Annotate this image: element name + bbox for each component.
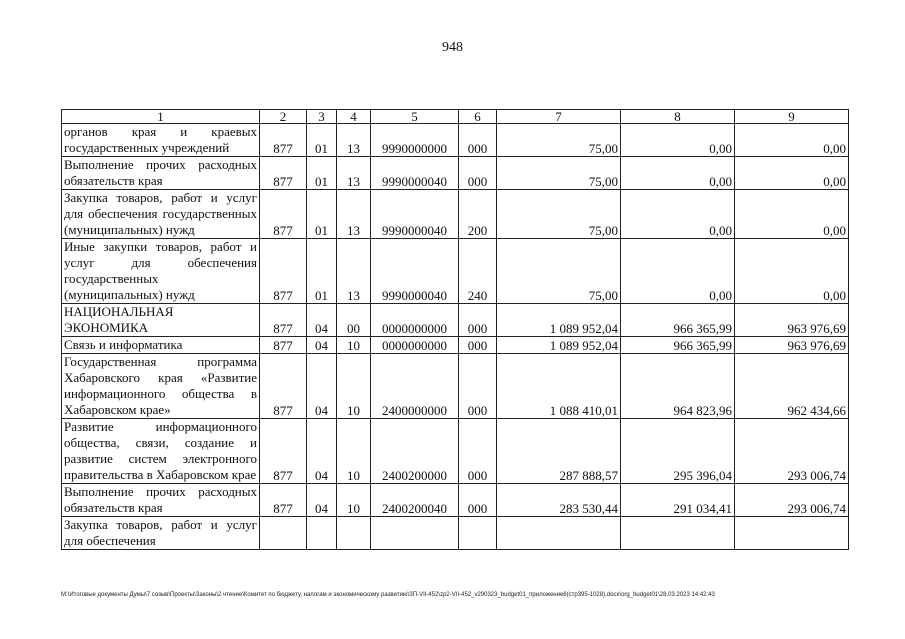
row-value-cell: 04 xyxy=(307,304,337,337)
row-value-cell: 10 xyxy=(337,354,371,419)
row-name-cell: Государственная программа Хабаровского края «Развитие информационного общества в Хабаровском крае» xyxy=(62,354,260,419)
row-value-cell: 963 976,69 xyxy=(735,337,849,354)
row-name-cell: Развитие информационного общества, связи, создание и развитие систем электронного правительства в Хабаровском крае xyxy=(62,419,260,484)
row-name-cell: Иные закупки товаров, работ и услуг для обеспечения государственных (муниципальных) нужд xyxy=(62,239,260,304)
row-value-cell: 0,00 xyxy=(621,157,735,190)
header-cell: 7 xyxy=(497,110,621,124)
row-name-cell: Закупка товаров, работ и услуг для обеспечения xyxy=(62,517,260,550)
row-value-cell: 877 xyxy=(260,304,307,337)
row-name-cell: Выполнение прочих расходных обязательств края xyxy=(62,157,260,190)
row-value-cell: 75,00 xyxy=(497,124,621,157)
table-row xyxy=(62,190,849,239)
row-value-cell: 01 xyxy=(307,157,337,190)
row-value-cell xyxy=(260,517,307,550)
row-value-cell: 1 089 952,04 xyxy=(497,337,621,354)
row-value-cell: 9990000040 xyxy=(371,157,459,190)
row-value-cell: 10 xyxy=(337,419,371,484)
row-value-cell: 9990000000 xyxy=(371,124,459,157)
row-value-cell: 04 xyxy=(307,419,337,484)
row-value-cell: 287 888,57 xyxy=(497,419,621,484)
row-value-cell: 000 xyxy=(459,337,497,354)
table-row xyxy=(62,304,849,337)
row-value-cell: 283 530,44 xyxy=(497,484,621,517)
header-cell: 6 xyxy=(459,110,497,124)
row-value-cell: 000 xyxy=(459,354,497,419)
row-value-cell: 000 xyxy=(459,484,497,517)
row-value-cell: 877 xyxy=(260,419,307,484)
row-value-cell: 240 xyxy=(459,239,497,304)
row-value-cell: 877 xyxy=(260,190,307,239)
row-value-cell: 75,00 xyxy=(497,190,621,239)
row-value-cell: 000 xyxy=(459,157,497,190)
row-value-cell: 966 365,99 xyxy=(621,337,735,354)
row-value-cell: 877 xyxy=(260,337,307,354)
row-value-cell: 0,00 xyxy=(735,239,849,304)
row-name-cell: Закупка товаров, работ и услуг для обеспечения государственных (муниципальных) нужд xyxy=(62,190,260,239)
row-value-cell: 0,00 xyxy=(735,190,849,239)
table-body xyxy=(62,124,849,550)
row-value-cell: 877 xyxy=(260,354,307,419)
row-value-cell: 13 xyxy=(337,239,371,304)
row-name-cell: Связь и информатика xyxy=(62,337,260,354)
row-value-cell: 295 396,04 xyxy=(621,419,735,484)
row-value-cell: 0000000000 xyxy=(371,304,459,337)
row-value-cell: 01 xyxy=(307,190,337,239)
row-value-cell: 2400000000 xyxy=(371,354,459,419)
row-name-cell: органов края и краевых государственных учреждений xyxy=(62,124,260,157)
row-value-cell: 75,00 xyxy=(497,157,621,190)
row-value-cell xyxy=(459,517,497,550)
row-value-cell: 877 xyxy=(260,239,307,304)
row-value-cell: 10 xyxy=(337,337,371,354)
row-name-cell: Выполнение прочих расходных обязательств края xyxy=(62,484,260,517)
row-value-cell: 963 976,69 xyxy=(735,304,849,337)
row-name-cell: НАЦИОНАЛЬНАЯ ЭКОНОМИКА xyxy=(62,304,260,337)
header-cell: 1 xyxy=(62,110,260,124)
header-cell: 3 xyxy=(307,110,337,124)
table-row xyxy=(62,157,849,190)
row-value-cell: 293 006,74 xyxy=(735,419,849,484)
row-value-cell xyxy=(371,517,459,550)
page-number: 948 xyxy=(442,40,463,55)
row-value-cell xyxy=(497,517,621,550)
row-value-cell: 75,00 xyxy=(497,239,621,304)
table-row xyxy=(62,354,849,419)
table-row xyxy=(62,337,849,354)
row-value-cell: 0,00 xyxy=(735,124,849,157)
row-value-cell: 04 xyxy=(307,484,337,517)
row-value-cell: 0000000000 xyxy=(371,337,459,354)
header-cell: 9 xyxy=(735,110,849,124)
row-value-cell xyxy=(735,517,849,550)
table-row xyxy=(62,419,849,484)
row-value-cell: 0,00 xyxy=(621,190,735,239)
row-value-cell: 1 088 410,01 xyxy=(497,354,621,419)
file-path-footer: М:\Итоговые документы Думы\7 созыв\Проекты\Законы\2 чтение\Комитет по бюджету, налогам и экономическому развитию\ЗП-VII-452\zp2-VII-452_v290323_budget01_приложение6(стр395-1028).docx\org_budget01\28.03.2023 14:42:43 xyxy=(61,592,715,598)
row-value-cell: 9990000040 xyxy=(371,239,459,304)
row-value-cell: 00 xyxy=(337,304,371,337)
row-value-cell: 04 xyxy=(307,337,337,354)
row-value-cell: 877 xyxy=(260,124,307,157)
row-value-cell: 01 xyxy=(307,239,337,304)
table-row xyxy=(62,239,849,304)
row-value-cell: 877 xyxy=(260,484,307,517)
row-value-cell: 10 xyxy=(337,484,371,517)
row-value-cell: 877 xyxy=(260,157,307,190)
header-cell: 8 xyxy=(621,110,735,124)
row-value-cell: 291 034,41 xyxy=(621,484,735,517)
header-row xyxy=(62,110,849,124)
row-value-cell: 13 xyxy=(337,124,371,157)
budget-table xyxy=(61,109,849,550)
row-value-cell: 0,00 xyxy=(621,239,735,304)
row-value-cell: 0,00 xyxy=(735,157,849,190)
table-row xyxy=(62,484,849,517)
row-value-cell: 9990000040 xyxy=(371,190,459,239)
row-value-cell xyxy=(621,517,735,550)
row-value-cell: 000 xyxy=(459,124,497,157)
row-value-cell: 962 434,66 xyxy=(735,354,849,419)
row-value-cell: 966 365,99 xyxy=(621,304,735,337)
table-row xyxy=(62,124,849,157)
row-value-cell: 2400200000 xyxy=(371,419,459,484)
row-value-cell: 01 xyxy=(307,124,337,157)
row-value-cell: 1 089 952,04 xyxy=(497,304,621,337)
row-value-cell: 2400200040 xyxy=(371,484,459,517)
row-value-cell: 293 006,74 xyxy=(735,484,849,517)
row-value-cell: 0,00 xyxy=(621,124,735,157)
row-value-cell: 964 823,96 xyxy=(621,354,735,419)
row-value-cell: 13 xyxy=(337,157,371,190)
row-value-cell: 000 xyxy=(459,304,497,337)
row-value-cell: 13 xyxy=(337,190,371,239)
header-cell: 5 xyxy=(371,110,459,124)
table-row xyxy=(62,517,849,550)
row-value-cell: 04 xyxy=(307,354,337,419)
header-cell: 4 xyxy=(337,110,371,124)
row-value-cell: 000 xyxy=(459,419,497,484)
row-value-cell xyxy=(307,517,337,550)
header-cell: 2 xyxy=(260,110,307,124)
row-value-cell: 200 xyxy=(459,190,497,239)
row-value-cell xyxy=(337,517,371,550)
